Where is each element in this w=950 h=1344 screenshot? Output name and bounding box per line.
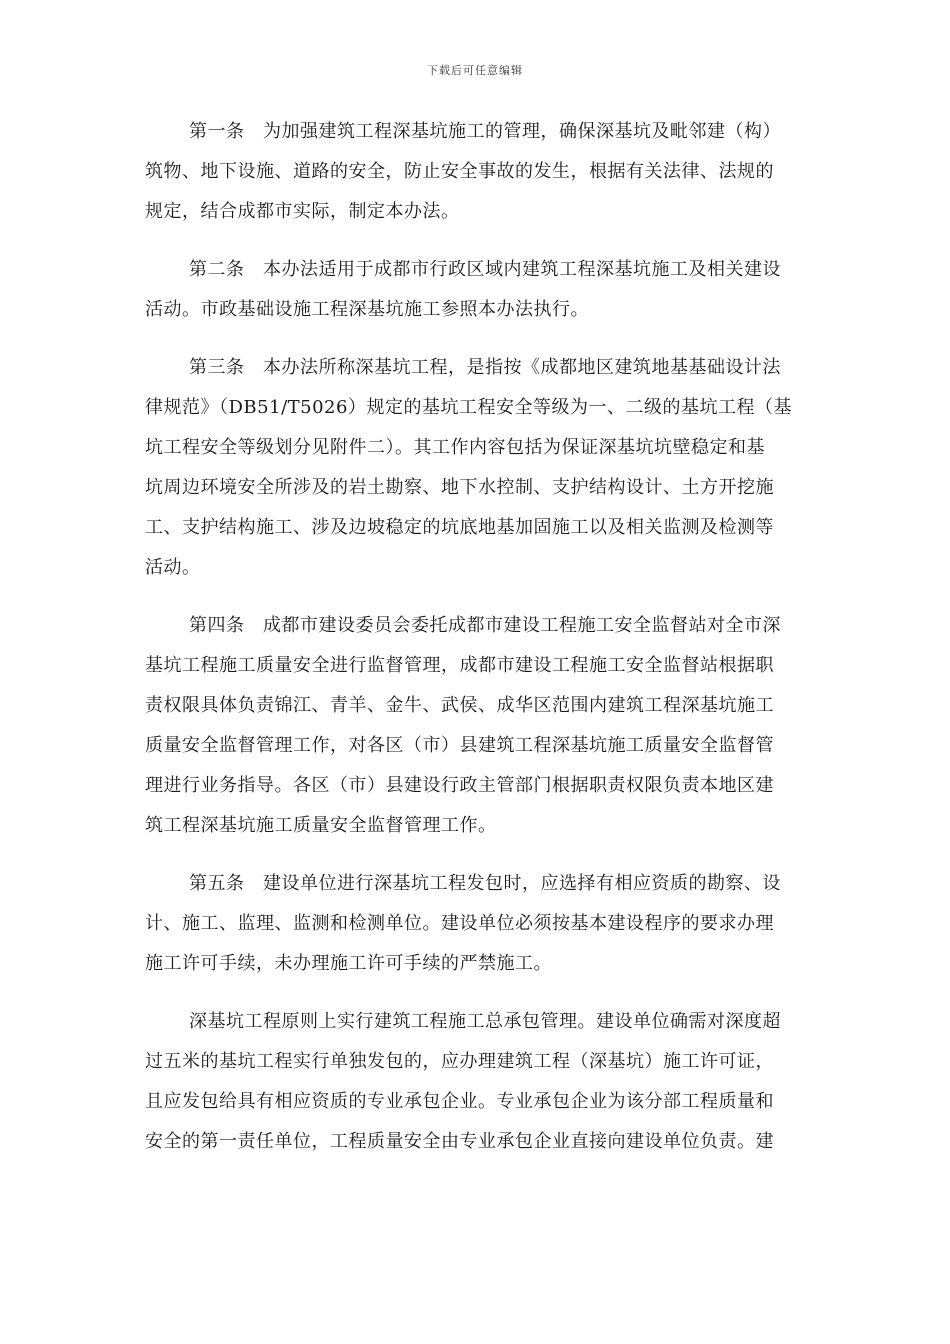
article-2-paragraph [145, 250, 805, 330]
text-line: 筑物、地下设施、道路的安全，防止安全事故的发生，根据有关法律、法规的 [145, 161, 774, 182]
text-line: 理进行业务指导。各区（市）县建设行政主管部门根据职责权限负责本地区建 [145, 775, 774, 796]
text-line: 律规范》（DB51/T5026）规定的基坑工程安全等级为一、二级的基坑工程（基 [145, 397, 792, 418]
text-line: 第三条 本办法所称深基坑工程，是指按《成都地区建筑地基基础设计法 [189, 357, 781, 378]
text-line: 质量安全监督管理工作，对各区（市）县建筑工程深基坑施工质量安全监督管 [145, 735, 774, 756]
text-line: 过五米的基坑工程实行单独发包的，应办理建筑工程（深基坑）施工许可证， [145, 1051, 774, 1072]
text-line: 筑工程深基坑施工质量安全监督管理工作。 [145, 815, 497, 836]
article-5-paragraph [145, 864, 805, 984]
text-line: 第五条 建设单位进行深基坑工程发包时，应选择有相应资质的勘察、设 [189, 873, 781, 894]
text-line: 工、支护结构施工、涉及边坡稳定的坑底地基加固施工以及相关监测及检测等 [145, 517, 774, 538]
article-1-paragraph [145, 112, 805, 232]
text-line: 责权限具体负责锦江、青羊、金牛、武侯、成华区范围内建筑工程深基坑施工 [145, 695, 774, 716]
text-line: 基坑工程施工质量安全进行监督管理，成都市建设工程施工安全监督站根据职 [145, 655, 774, 676]
text-line: 计、施工、监理、监测和检测单位。建设单位必须按基本建设程序的要求办理 [145, 913, 774, 934]
text-line: 安全的第一责任单位，工程质量安全由专业承包企业直接向建设单位负责。建 [145, 1131, 774, 1152]
text-line: 坑工程安全等级划分见附件二）。其工作内容包括为保证深基坑坑壁稳定和基 [145, 437, 765, 458]
text-line: 深基坑工程原则上实行建筑工程施工总承包管理。建设单位确需对深度超 [189, 1011, 781, 1032]
document-body [145, 112, 805, 1180]
article-5-continuation-paragraph [145, 1002, 805, 1162]
text-line: 第二条 本办法适用于成都市行政区域内建筑工程深基坑施工及相关建设 [189, 259, 781, 280]
page-header-note: 下载后可任意编辑 [427, 64, 523, 77]
text-line: 规定，结合成都市实际，制定本办法。 [145, 201, 460, 222]
text-line: 施工许可手续，未办理施工许可手续的严禁施工。 [145, 953, 552, 974]
text-line: 活动。市政基础设施工程深基坑施工参照本办法执行。 [145, 299, 589, 320]
text-line: 活动。 [145, 557, 201, 578]
article-4-paragraph [145, 606, 805, 846]
text-line: 坑周边环境安全所涉及的岩土勘察、地下水控制、支护结构设计、土方开挖施 [145, 477, 774, 498]
text-line: 且应发包给具有相应资质的专业承包企业。专业承包企业为该分部工程质量和 [145, 1091, 774, 1112]
text-line: 第四条 成都市建设委员会委托成都市建设工程施工安全监督站对全市深 [189, 615, 781, 636]
article-3-paragraph [145, 348, 805, 588]
text-line: 第一条 为加强建筑工程深基坑施工的管理，确保深基坑及毗邻建（构） [189, 121, 781, 142]
